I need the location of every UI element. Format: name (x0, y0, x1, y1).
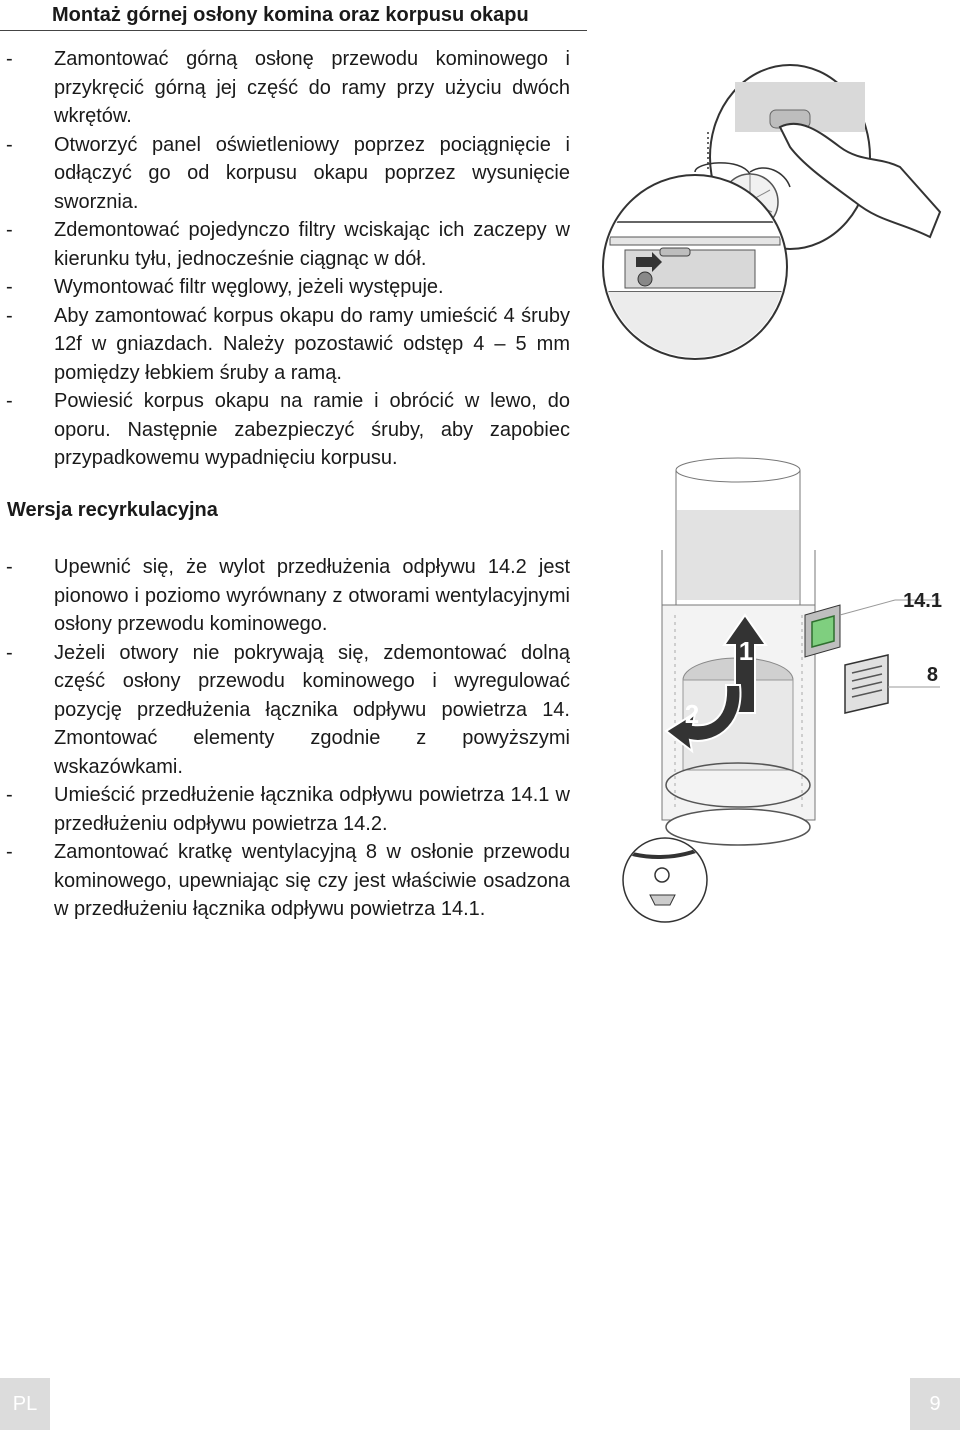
list-item: - Umieścić przedłużenie łącznika odpływu powietrza 14.1 w przedłużeniu odpływu powietrza 14.2. (6, 784, 570, 835)
ventilation-grille-8 (845, 655, 888, 713)
arrow-2-label: 2 (684, 699, 700, 729)
arrow-1-label: 1 (738, 636, 754, 666)
section-title-recirculation: Wersja recyrkulacyjna (7, 499, 218, 521)
page-number: 9 (910, 1378, 960, 1430)
language-badge: PL (0, 1378, 50, 1430)
list-item: - Zdemontować pojedynczo filtry wciskając ich zaczepy w kierunku tyłu, jednocześnie ciągnąc w dół. (6, 219, 570, 270)
list-item: - Upewnić się, że wylot przedłużenia odpływu 14.2 jest pionowo i poziomo wyrównany z otworami wentylacyjnymi osłony przewodu kominowego. (6, 556, 570, 635)
label-8: 8 (926, 664, 938, 686)
list-item: - Zamontować kratkę wentylacyjną 8 w osłonie przewodu kominowego, upewniając się czy jest właściwie osadzona w przedłużeniu łącznika odpływu powietrza 14.1. (6, 841, 570, 920)
list-item: - Zamontować górną osłonę przewodu kominowego i przykręcić górną jej część do ramy przy użyciu dwóch wkrętów. (6, 48, 570, 127)
list-item: - Wymontować filtr węglowy, jeżeli występuje. (6, 276, 444, 298)
divider (0, 30, 587, 31)
list-item: - Aby zamontować korpus okapu do ramy umieścić 4 śruby 12f w gniazdach. Należy pozostawić odstęp 4 – 5 mm pomiędzy łebkiem śruby a ramą. (6, 304, 570, 384)
chimney-grille-illustration (600, 455, 960, 925)
list-item: - Jeżeli otwory nie pokrywają się, zdemontować dolną część osłony przewodu kominowego i wyregulować pozycję przedłużenia łącznika odpływu powietrza 14. Zmontować elementy zgodnie z powyższymi wskazówkami. (6, 641, 570, 778)
label-14-1: 14.1 (903, 590, 942, 612)
list-item: - Otworzyć panel oświetleniowy poprzez pociągnięcie i odłączyć go od korpusu okapu poprzez wysunięcie sworznia. (6, 133, 570, 213)
hood-panel-illustration (600, 62, 955, 372)
section-title-installation: Montaż górnej osłony komina oraz korpusu okapu (52, 4, 529, 26)
recirculation-steps-list (0, 553, 570, 924)
installation-steps-list (0, 45, 570, 473)
list-item: - Powiesić korpus okapu na ramie i obrócić w lewo, do oporu. Następnie zabezpieczyć śruby, aby zapobiec przypadkowemu wypadnięciu korpusu. (6, 390, 570, 469)
